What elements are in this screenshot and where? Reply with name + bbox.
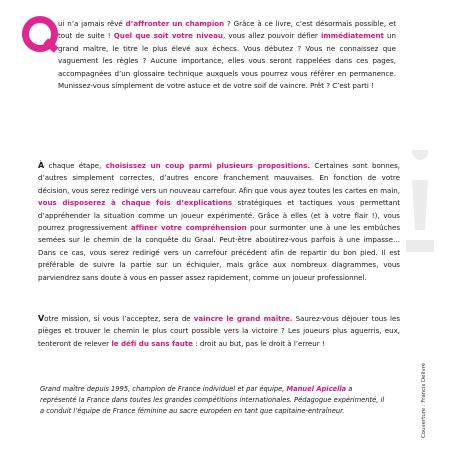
text-run: ? Grâce à ce livre, c’est désormais possible, et tout de suite ! bbox=[58, 19, 397, 41]
highlight-affronter: d’affronter un champion bbox=[125, 19, 225, 28]
steps-paragraph bbox=[38, 160, 400, 284]
highlight-explications: vous disposerez à chaque fois d’explications bbox=[38, 198, 233, 208]
highlight-comprehension: affiner votre compréhension bbox=[130, 223, 247, 233]
lead-letter: V bbox=[38, 314, 45, 323]
text-run: chaque étape, bbox=[44, 161, 106, 170]
mission-paragraph bbox=[38, 313, 400, 350]
author-name: Manuel Apicella bbox=[286, 385, 347, 393]
highlight-niveau: Quel que soit votre niveau bbox=[113, 31, 223, 41]
highlight-defi: le défi du sans faute bbox=[111, 338, 193, 348]
lead-letter: À bbox=[38, 161, 45, 170]
chess-piece-watermark-icon bbox=[400, 150, 440, 300]
cover-credit: Couverture : Francis Delivré bbox=[421, 362, 427, 438]
intro-paragraph bbox=[58, 18, 396, 92]
text-run: Grand maître depuis 1995, champion de France individuel et par équipe, bbox=[40, 385, 287, 393]
text-run: , vous allez pouvoir défier bbox=[222, 31, 321, 41]
highlight-vaincre: vaincre le grand maître. bbox=[193, 314, 293, 323]
text-run: un grand maître, le titre le plus élevé aux échecs. Vous débutez ? Vous ne connaissez que vaguement les règles ? Aucune importance, elles vous seront rappelées dans ces pages, accompagnées d’un glossaire technique auxquels vous pourrez vous référer en permanence. Munissez-vous simplement de votre astuce et de votre soif de vaincre. Prêt ? C’est parti ! bbox=[58, 31, 396, 91]
text-run: : droit au but, pas le droit à l’erreur ! bbox=[192, 338, 325, 348]
highlight-immediatement: immédiatement bbox=[320, 31, 384, 41]
highlight-choisissez: choisissez un coup parmi plusieurs propositions. bbox=[105, 161, 311, 170]
text-run: Saurez-vous déjouer tous les pièges et trouver le chemin le plus court possible vers la victoire ? Les joueurs plus aguerris, eux, tenteront de relever bbox=[38, 314, 400, 348]
text-run: stratégiques et tactiques vous permettant d’appréhender la situation comme un joueur expérimenté. Grâce à elles (et à votre flair !), vous pourrez progressivement bbox=[38, 198, 400, 233]
text-run: ui n’a jamais rêvé bbox=[58, 19, 126, 28]
text-run: a représenté la France dans toutes les grandes compétitions internationales. Pédagogue expérimenté, il a conduit l’équipe de France féminine au sacre européen en tant que capitaine-entraîneur. bbox=[40, 385, 385, 416]
text-run: pour surmonter une à une les embûches semées sur le chemin de la conquête du Graal. Peut-être aboutirez-vous parfois à une impasse… Dans ce cas, vous serez redirigé vers un carrefour précédent afin de repartir du bon pied. Il est préférable de suivre la partie sur un échiquier, mais grâce aux nombreux diagrammes, vous parviendrez sans doute à vous en passer assez rapidement, comme un joueur professionnel. bbox=[38, 223, 400, 282]
text-run: otre mission, si vous l’acceptez, sera de bbox=[44, 314, 194, 323]
text-run: Certaines sont bonnes, d’autres simplement correctes, d’autres encore franchement mauvaises. En fonction de votre décision, vous serez redirigé vers un nouveau carrefour. Afin que vous ayez toutes les cartes en main, bbox=[38, 161, 400, 195]
author-bio bbox=[40, 384, 390, 418]
